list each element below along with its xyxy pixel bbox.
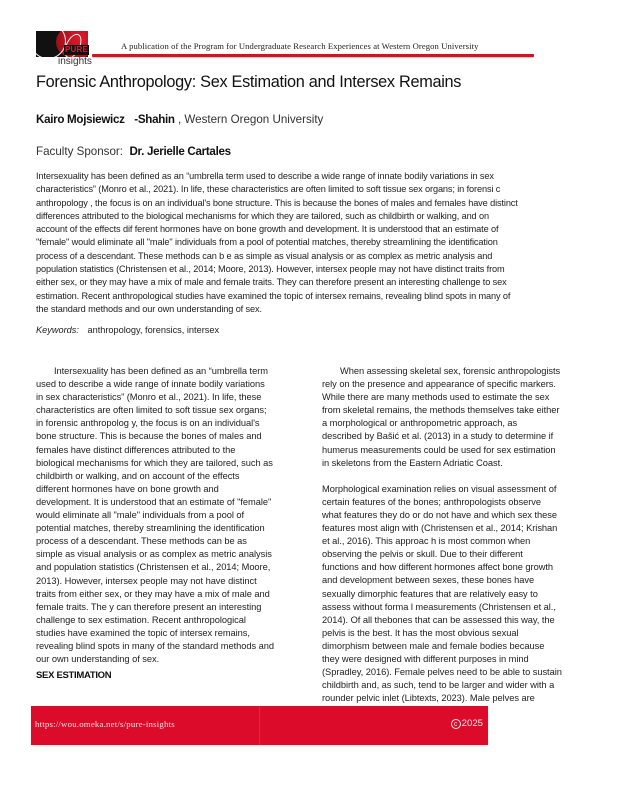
publication-tagline: A publication of the Program for Undergraduate Research Experiences at Western Oregon University <box>121 41 479 51</box>
body-line: potential matches, thereby streamlining the identification <box>36 523 265 534</box>
body-line: and development between sexes, these bones have <box>322 575 535 586</box>
body-line: assess without forma l measurements (Christensen et al., <box>322 601 556 612</box>
body-line: and population statistics (Christensen et al., 2014; Moore, <box>36 562 271 573</box>
abstract-line: estimation. Recent anthropological studies have examined the topic of intersex remains, revealing blind spots in many of <box>36 290 511 301</box>
body-line: would eliminate all "male" individuals from a pool of <box>36 510 245 521</box>
body-line: biological mechanisms for which they are tailored, such as <box>36 457 273 468</box>
footer-copyright <box>451 718 483 729</box>
body-line: from skeletal remains, the methods themselves take either <box>322 405 560 416</box>
footer-url-link[interactable]: https://wou.omeka.net/s/pure-insights <box>35 719 175 729</box>
body-line: rounder pelvic inlet (Libtexts, 2023). Male pelves are <box>322 693 535 704</box>
body-line: our own understanding of sex. <box>36 654 160 665</box>
keywords-list: anthropology, forensics, intersex <box>87 325 220 335</box>
abstract-line: population statistics (Christensen et al., 2014; Moore, 2013). However, intersex people may not have distinct traits from <box>36 264 505 275</box>
abstract-line: either sex, or they may have a mix of male and female traits. They can therefore present an interesting challenge to sex <box>36 277 507 288</box>
body-line: Morphological examination relies on visual assessment of <box>322 483 557 494</box>
author-affiliation: , Western Oregon University <box>177 113 324 126</box>
body-line: described by Bašić et al. (2013) in a study to determine if <box>322 431 554 442</box>
body-line: pelvis is the best. It has the most obvious sexual <box>322 627 519 638</box>
body-line: they were designed with different purposes in mind <box>322 653 529 664</box>
body-line: development. It is understood that an estimate of "female" <box>36 496 272 507</box>
body-line: different hormones have on bone growth and <box>36 483 219 494</box>
body-line: simple as visual analysis or as complex as metric analysis <box>36 549 272 560</box>
keywords-line <box>36 325 219 335</box>
author-line <box>36 113 323 126</box>
body-line: rely on the presence and appearance of specific markers. <box>322 379 556 390</box>
abstract-line: anthropology , the focus is on an individual's bone structure. This is because the bones of males and females have distinct <box>36 197 518 208</box>
body-line: revealing blind spots in many of the standard methods and <box>36 640 274 651</box>
abstract-line: differences attributed to the biological mechanisms for which they are tailored, such as childbirth or walking, and on <box>36 210 489 221</box>
body-line: features most align with (Christensen et al., 2014; Krishan <box>322 523 558 534</box>
copyright-year: 2025 <box>461 718 483 729</box>
body-line: what features they do or do not have and which sex these <box>322 509 557 520</box>
body-line: female traits. The y can therefore present an interesting <box>36 601 262 612</box>
article-title: Forensic Anthropology: Sex Estimation and Intersex Remains <box>36 73 462 91</box>
body-line: challenge to sex estimation. Recent anthropological <box>36 614 246 625</box>
body-line: 2014). Of all thebones that can be assessed this way, the <box>322 614 555 625</box>
abstract <box>36 170 586 316</box>
logo-pure-text: PURE <box>65 45 89 54</box>
abstract-line: the standard methods and our own understanding of sex. <box>36 303 262 314</box>
body-line: bone structure. This is because the bones of males and <box>36 431 262 442</box>
body-line: When assessing skeletal sex, forensic anthropologists <box>340 366 561 376</box>
body-line: in sex characteristics” (Monro et al., 2021). In life, these <box>36 392 262 403</box>
footer-bar <box>31 706 488 745</box>
abstract-line: process of a descendant. These methods can b e as simple as visual analysis or as complex as metric analysis and <box>36 250 493 261</box>
body-line: childbirth or walking, and on account of the effects <box>36 470 240 481</box>
section-heading-sex-estimation: SEX ESTIMATION <box>36 670 112 681</box>
paragraph-gap <box>322 470 590 483</box>
copyright-icon: c <box>451 719 461 729</box>
body-line: in forensic anthropolog y, the focus is on an individual's <box>36 418 260 429</box>
body-line: sexually dimorphic features that are relatively easy to <box>322 588 538 599</box>
sponsor-name: Dr. Jerielle Cartales <box>129 145 231 158</box>
logo-insights-text: insights <box>58 56 92 67</box>
body-line: traits from either sex, or they may have a mix of male and <box>36 588 270 599</box>
abstract-line: account of the effects dif ferent hormones have on bone growth and development. It is understood that an estimate of <box>36 224 499 235</box>
body-line: (Spradley, 2016). Female pelves need to be able to sustain <box>322 667 562 678</box>
author-first-name: Kairo Mojsiewicz <box>36 113 125 126</box>
body-line: studies have examined the topic of intersex remains, <box>36 627 250 638</box>
pure-insights-logo <box>36 31 90 67</box>
body-line: process of a descendant. These methods can be as <box>36 536 247 547</box>
footer-divider <box>259 706 260 745</box>
abstract-line: characteristics” (Monro et al., 2021). In life, these characteristics are often limited to soft tissue sex organs; in forensi c <box>36 184 501 195</box>
abstract-line: "female" would eliminate all "male" individuals from a pool of potential matches, thereby streamlining the identification <box>36 237 498 248</box>
body-line: certain features of the bones; anthropologists observe <box>322 496 542 507</box>
body-line: Intersexuality has been defined as an “umbrella term <box>54 366 268 376</box>
body-line: dimorphism between male and female bodies because <box>322 640 545 651</box>
body-right-column <box>322 365 590 705</box>
body-line: observing the pelvis or skull. Due to their different <box>322 549 523 560</box>
body-line: characteristics are often limited to soft tissue sex organs; <box>36 405 267 416</box>
abstract-line: Intersexuality has been defined as an “umbrella term used to describe a wide range of innate bodily variations in sex <box>36 171 494 181</box>
body-line: While there are many methods used to estimate the sex <box>322 392 550 403</box>
sponsor-label: Faculty Sponsor: <box>36 145 123 158</box>
body-line: females have distinct differences attributed to the <box>36 444 236 455</box>
faculty-sponsor-line <box>36 145 231 158</box>
author-last-name: -Shahin <box>134 113 175 126</box>
body-line: in skeletons from the Eastern Adriatic Coast. <box>322 457 503 468</box>
body-line: a morphological or anthropometric approach, as <box>322 418 518 429</box>
header-divider <box>92 54 534 57</box>
keywords-label: Keywords: <box>36 325 79 335</box>
body-line: childbirth and, as such, tend to be larger and wider with a <box>322 680 555 691</box>
body-line: used to describe a wide range of innate bodily variations <box>36 379 265 390</box>
body-line: 2013). However, intersex people may not have distinct <box>36 575 257 586</box>
body-line: functions and how different hormones affect bone growth <box>322 562 554 573</box>
body-line: humerus measurements could be used for sex estimation <box>322 444 556 455</box>
body-line: et al., 2016). This approac h is most common when <box>322 536 531 547</box>
body-left-column <box>36 365 302 666</box>
